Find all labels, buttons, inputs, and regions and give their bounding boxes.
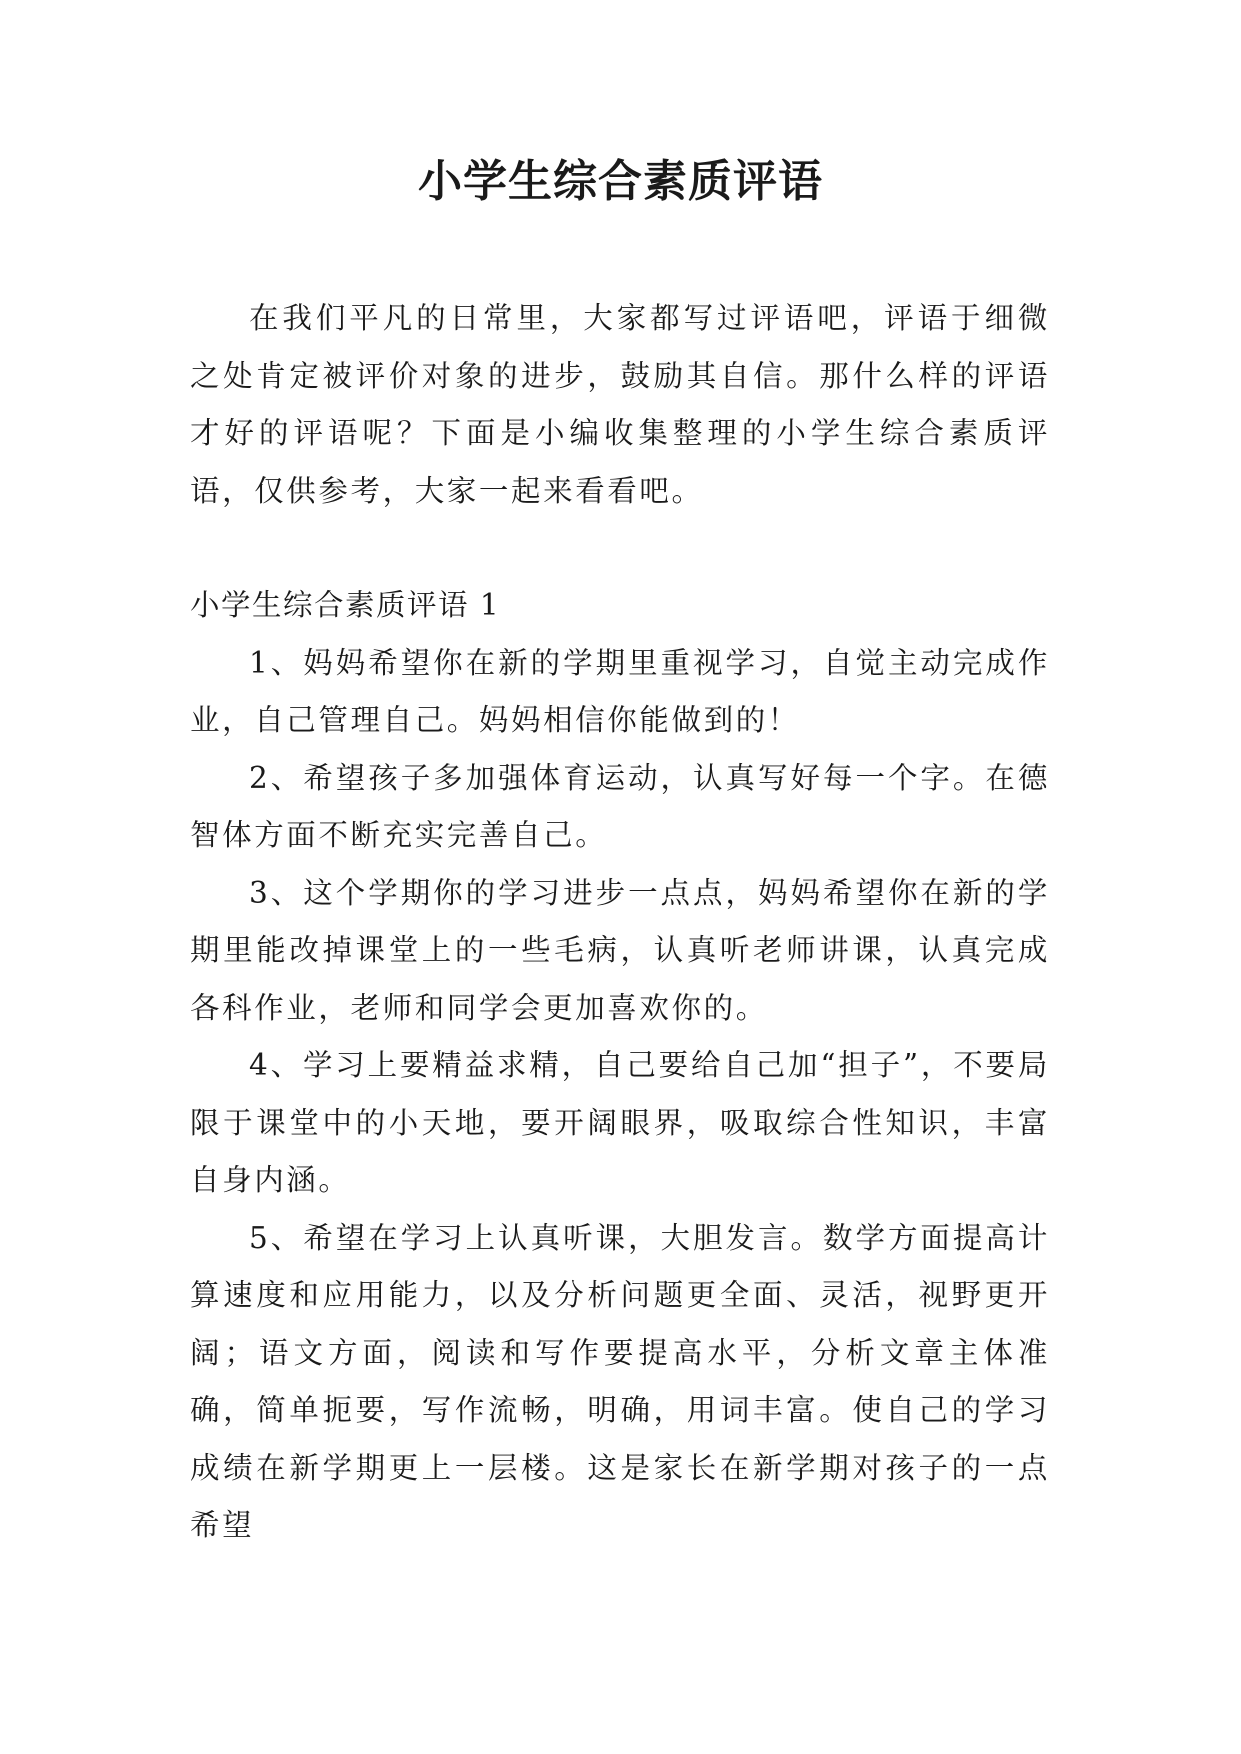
comment-item-4: 4、学习上要精益求精，自己要给自己加“担子”，不要局限于课堂中的小天地，要开阔眼界，吸取综合性知识，丰富自身内涵。 bbox=[190, 1048, 1050, 1197]
document-title: 小学生综合素质评语 bbox=[418, 156, 823, 207]
intro-paragraph: 在我们平凡的日常里，大家都写过评语吧，评语于细微之处肯定被评价对象的进步，鼓励其自信。那什么样的评语才好的评语呢？下面是小编收集整理的小学生综合素质评语，仅供参考，大家一起来看看吧。 bbox=[190, 301, 1050, 508]
comment-item-2: 2、希望孩子多加强体育运动，认真写好每一个字。在德智体方面不断充实完善自己。 bbox=[190, 760, 1050, 852]
comment-item-3: 3、这个学期你的学习进步一点点，妈妈希望你在新的学期里能改掉课堂上的一些毛病，认真听老师讲课，认真完成各科作业，老师和同学会更加喜欢你的。 bbox=[190, 875, 1050, 1025]
comment-item-5: 5、希望在学习上认真听课，大胆发言。数学方面提高计算速度和应用能力，以及分析问题更全面、灵活，视野更开阔；语文方面，阅读和写作要提高水平，分析文章主体准确，简单扼要，写作流畅，明确，用词丰富。使自己的学习成绩在新学期更上一层楼。这是家长在新学期对孩子的一点希望 bbox=[190, 1220, 1050, 1542]
document-body bbox=[190, 290, 1050, 1555]
section-heading: 小学生综合素质评语 1 bbox=[190, 588, 501, 622]
comment-item-1: 1、妈妈希望你在新的学期里重视学习，自觉主动完成作业，自己管理自己。妈妈相信你能做到的！ bbox=[190, 645, 1050, 737]
